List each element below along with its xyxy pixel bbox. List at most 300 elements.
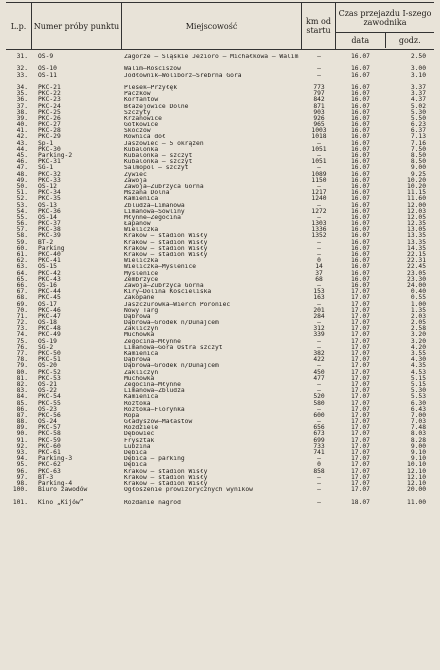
cell-miejscowosc: Muchówka bbox=[124, 332, 155, 339]
cell-km: — bbox=[317, 53, 321, 60]
cell-data: 16.07 bbox=[351, 226, 370, 234]
cell-km: — bbox=[317, 455, 321, 463]
cell-km: 699 bbox=[313, 436, 325, 444]
cell-miejscowosc: Łapanów bbox=[124, 221, 151, 228]
cell-lp: 61. bbox=[16, 251, 28, 259]
cell-godz: 2.05 bbox=[410, 319, 426, 327]
cell-data: 17.07 bbox=[351, 473, 370, 481]
cell-miejscowosc: Jodłownik—Wolibórz—Srebrna Góra bbox=[124, 72, 242, 79]
cell-lp: 57. bbox=[16, 226, 28, 234]
cell-lp: 49. bbox=[16, 176, 28, 184]
cell-data: 17.07 bbox=[351, 418, 370, 426]
cell-numer: Kino „Kijów” bbox=[38, 498, 84, 506]
cell-numer: PKC-35 bbox=[38, 195, 61, 203]
cell-godz: 10.20 bbox=[407, 182, 426, 190]
cell-numer: PKC-40 bbox=[38, 251, 61, 259]
cell-lp: 80. bbox=[16, 368, 28, 376]
cell-km: — bbox=[317, 405, 321, 413]
cell-numer: PKC-25 bbox=[38, 108, 61, 116]
cell-miejscowosc: Dębica — parking bbox=[124, 456, 185, 463]
cell-km: 477 bbox=[313, 374, 325, 382]
cell-godz: 8.28 bbox=[410, 436, 426, 444]
cell-lp: 62. bbox=[16, 257, 28, 265]
cell-godz: 7.16 bbox=[410, 139, 426, 147]
cell-km: 520 bbox=[313, 393, 325, 401]
cell-data: 16.07 bbox=[351, 71, 370, 79]
cell-km: — bbox=[317, 380, 321, 388]
cell-lp: 59. bbox=[16, 238, 28, 246]
cell-data: 16.07 bbox=[351, 257, 370, 265]
cell-miejscowosc: Roztoka bbox=[124, 400, 151, 407]
cell-km: — bbox=[317, 498, 321, 506]
cell-km: 1303 bbox=[311, 220, 327, 228]
cell-lp: 42. bbox=[16, 133, 28, 141]
cell-data: 17.07 bbox=[351, 461, 370, 469]
cell-data: 16.07 bbox=[351, 53, 370, 60]
cell-godz: 4.20 bbox=[410, 343, 426, 351]
cell-lp: 78. bbox=[16, 356, 28, 364]
cell-data: 17.07 bbox=[351, 380, 370, 388]
cell-miejscowosc: Młynne—Zegocina bbox=[124, 214, 181, 221]
cell-godz: 11.60 bbox=[407, 195, 426, 203]
cell-data: 16.07 bbox=[351, 207, 370, 215]
cell-godz: 8.03 bbox=[410, 430, 426, 438]
cell-lp: 79. bbox=[16, 362, 28, 370]
cell-miejscowosc: Kiry—Dolina Kościeliska bbox=[124, 289, 212, 296]
cell-godz: 22.31 bbox=[407, 257, 426, 265]
cell-km: 903 bbox=[313, 108, 325, 116]
cell-miejscowosc: Mszana Dolna bbox=[124, 190, 170, 197]
cell-lp: 92. bbox=[16, 442, 28, 450]
cell-godz: 9.00 bbox=[410, 164, 426, 172]
cell-km: 1150 bbox=[311, 176, 327, 184]
cell-miejscowosc: Limanowa—Zbludza bbox=[124, 388, 185, 395]
cell-numer: PKC-43 bbox=[38, 275, 61, 283]
cell-numer: OS-22 bbox=[38, 387, 57, 395]
cell-lp: 36. bbox=[16, 96, 28, 104]
cell-km: 842 bbox=[313, 96, 325, 104]
cell-km: — bbox=[317, 479, 321, 487]
cell-godz: 11.00 bbox=[407, 498, 426, 506]
cell-miejscowosc: Kraków — stadion Wisły bbox=[124, 245, 208, 252]
cell-numer: OS-21 bbox=[38, 380, 57, 388]
cell-numer: PKC-52 bbox=[38, 368, 61, 376]
cell-godz: 4.30 bbox=[410, 356, 426, 364]
cell-numer: Parking bbox=[38, 244, 65, 252]
cell-numer: OS-16 bbox=[38, 281, 57, 289]
cell-data: 16.07 bbox=[351, 108, 370, 116]
cell-lp: 58. bbox=[16, 232, 28, 240]
cell-numer: PKC-48 bbox=[38, 325, 61, 333]
cell-data: 16.07 bbox=[351, 127, 370, 135]
cell-miejscowosc: Wieliczka bbox=[124, 227, 159, 234]
cell-godz: 22.15 bbox=[407, 251, 426, 259]
cell-godz: 13.35 bbox=[407, 232, 426, 240]
cell-numer: PKC-26 bbox=[38, 114, 61, 122]
cell-miejscowosc: Plesek—Przyłęk bbox=[124, 84, 178, 91]
cell-miejscowosc: Zakliczyn bbox=[124, 369, 159, 376]
cell-lp: 100. bbox=[12, 486, 28, 494]
header-czas-title: Czas przejazdu I-szego zawodnika bbox=[336, 3, 434, 33]
cell-godz: 3.55 bbox=[410, 350, 426, 358]
cell-lp: 51. bbox=[16, 189, 28, 197]
cell-godz: 20.00 bbox=[407, 486, 426, 494]
cell-miejscowosc: Zagórze — Śląskie Jezioro — Michałkowa — Walim bbox=[124, 54, 299, 60]
cell-km: — bbox=[317, 152, 321, 160]
cell-lp: 33. bbox=[16, 71, 28, 79]
cell-miejscowosc: Kraków — stadion Wisły bbox=[124, 474, 208, 481]
header-lp: L.p. bbox=[6, 3, 32, 49]
cell-godz: 0.55 bbox=[410, 294, 426, 302]
cell-numer: Parking-2 bbox=[38, 152, 73, 160]
cell-numer: OS-11 bbox=[38, 71, 57, 79]
cell-lp: 72. bbox=[16, 319, 28, 327]
cell-lp: 46. bbox=[16, 158, 28, 166]
cell-data: 16.07 bbox=[351, 238, 370, 246]
cell-numer: PKC-36 bbox=[38, 207, 61, 215]
cell-lp: 82. bbox=[16, 380, 28, 388]
cell-numer: OS-20 bbox=[38, 362, 57, 370]
cell-lp: 40. bbox=[16, 121, 28, 129]
cell-numer: OS-24 bbox=[38, 418, 57, 426]
cell-km: 450 bbox=[313, 368, 325, 376]
cell-lp: 96. bbox=[16, 467, 28, 475]
cell-miejscowosc: Zawoja—Zubrzyca Górna bbox=[124, 183, 204, 190]
cell-km: 1003 bbox=[311, 127, 327, 135]
cell-numer: PKC-54 bbox=[38, 393, 61, 401]
cell-km: 773 bbox=[313, 83, 325, 91]
cell-data: 18.07 bbox=[351, 498, 370, 506]
cell-miejscowosc: Lubzina bbox=[124, 443, 151, 450]
cell-godz: 24.00 bbox=[407, 281, 426, 289]
cell-lp: 101. bbox=[12, 498, 28, 506]
cell-km: 284 bbox=[313, 312, 325, 320]
cell-numer: PKC-29 bbox=[38, 133, 61, 141]
cell-lp: 50. bbox=[16, 182, 28, 190]
cell-data: 17.07 bbox=[351, 387, 370, 395]
cell-km: — bbox=[317, 300, 321, 308]
cell-data: 16.07 bbox=[351, 189, 370, 197]
cell-godz: 3.20 bbox=[410, 337, 426, 345]
cell-godz: 8.50 bbox=[410, 158, 426, 166]
cell-miejscowosc: Kamienica bbox=[124, 394, 159, 401]
cell-miejscowosc: Gładyszów—Małastów bbox=[124, 419, 193, 426]
cell-km: 797 bbox=[313, 90, 325, 98]
cell-numer: SG-2 bbox=[38, 343, 54, 351]
cell-numer: OS-10 bbox=[38, 65, 57, 73]
cell-miejscowosc: Dębica bbox=[124, 462, 147, 469]
cell-lp: 38. bbox=[16, 108, 28, 116]
cell-numer: OS-19 bbox=[38, 337, 57, 345]
cell-km: — bbox=[317, 343, 321, 351]
cell-data: 16.07 bbox=[351, 232, 370, 240]
table-row bbox=[6, 487, 434, 499]
cell-data: 17.07 bbox=[351, 331, 370, 339]
cell-data: 16.07 bbox=[351, 96, 370, 104]
cell-data: 17.07 bbox=[351, 442, 370, 450]
cell-km: 339 bbox=[313, 331, 325, 339]
cell-km: — bbox=[317, 201, 321, 209]
cell-data: 16.07 bbox=[351, 275, 370, 283]
cell-km: — bbox=[317, 244, 321, 252]
cell-numer: PKC-24 bbox=[38, 102, 61, 110]
cell-data: 16.07 bbox=[351, 195, 370, 203]
cell-data: 16.07 bbox=[351, 263, 370, 271]
cell-km: 1018 bbox=[311, 133, 327, 141]
cell-numer: PKC-58 bbox=[38, 430, 61, 438]
cell-lp: 97. bbox=[16, 473, 28, 481]
cell-godz: 5.15 bbox=[410, 380, 426, 388]
cell-numer: PKC-57 bbox=[38, 424, 61, 432]
cell-data: 16.07 bbox=[351, 90, 370, 98]
cell-lp: 60. bbox=[16, 244, 28, 252]
cell-km: 153 bbox=[313, 288, 325, 296]
cell-godz: 5.02 bbox=[410, 102, 426, 110]
cell-data: 16.07 bbox=[351, 251, 370, 259]
cell-lp: 41. bbox=[16, 127, 28, 135]
cell-numer: PKC-45 bbox=[38, 294, 61, 302]
cell-numer: PKC-41 bbox=[38, 257, 61, 265]
cell-godz: 9.10 bbox=[410, 449, 426, 457]
cell-godz: 10.10 bbox=[407, 461, 426, 469]
cell-km: 1051 bbox=[311, 158, 327, 166]
cell-godz: 6.23 bbox=[410, 121, 426, 129]
cell-godz: 2.03 bbox=[410, 312, 426, 320]
cell-miejscowosc: Kraków — stadion Wisły bbox=[124, 480, 208, 487]
cell-godz: 12.10 bbox=[407, 473, 426, 481]
cell-miejscowosc: Limanowa—Góra Ostra szczyt bbox=[124, 344, 223, 351]
cell-km: 656 bbox=[313, 424, 325, 432]
cell-lp: 84. bbox=[16, 393, 28, 401]
cell-miejscowosc: Krzanowice bbox=[124, 115, 162, 122]
cell-data: 17.07 bbox=[351, 455, 370, 463]
cell-km: 1272 bbox=[311, 207, 327, 215]
cell-km: 926 bbox=[313, 114, 325, 122]
schedule-table bbox=[6, 2, 434, 506]
cell-data: 16.07 bbox=[351, 83, 370, 91]
cell-godz: 5.15 bbox=[410, 374, 426, 382]
cell-miejscowosc: Wieliczka bbox=[124, 258, 159, 265]
cell-godz: 9.25 bbox=[410, 170, 426, 178]
cell-lp: 37. bbox=[16, 102, 28, 110]
cell-lp: 76. bbox=[16, 343, 28, 351]
cell-km: 673 bbox=[313, 430, 325, 438]
cell-data: 17.07 bbox=[351, 374, 370, 382]
cell-godz: 12.03 bbox=[407, 207, 426, 215]
cell-miejscowosc: Nowy Targ bbox=[124, 307, 159, 314]
cell-data: 16.07 bbox=[351, 133, 370, 141]
header-data: data bbox=[336, 33, 386, 48]
cell-lp: 88. bbox=[16, 418, 28, 426]
cell-miejscowosc: Błażejowice Dolne bbox=[124, 103, 189, 110]
cell-km: — bbox=[317, 65, 321, 73]
cell-numer: PKC-37 bbox=[38, 220, 61, 228]
cell-numer: PKC-38 bbox=[38, 226, 61, 234]
cell-godz: 3.20 bbox=[410, 331, 426, 339]
cell-lp: 81. bbox=[16, 374, 28, 382]
cell-numer: PKC-44 bbox=[38, 288, 61, 296]
cell-miejscowosc: Limanowa—Sowliny bbox=[124, 208, 185, 215]
cell-miejscowosc: Ogłoszenie prowizorycznych wyników bbox=[124, 487, 253, 494]
cell-numer: OS-17 bbox=[38, 300, 57, 308]
cell-data: 16.07 bbox=[351, 114, 370, 122]
cell-miejscowosc: Jaszowiec — 5 okrążeń bbox=[124, 140, 204, 147]
cell-godz: 7.03 bbox=[410, 418, 426, 426]
cell-numer: OS-15 bbox=[38, 263, 57, 271]
cell-km: — bbox=[317, 164, 321, 172]
cell-numer: BT-3 bbox=[38, 473, 54, 481]
cell-data: 17.07 bbox=[351, 350, 370, 358]
cell-km: 163 bbox=[313, 294, 325, 302]
cell-km: — bbox=[317, 473, 321, 481]
cell-data: 16.07 bbox=[351, 269, 370, 277]
cell-data: 17.07 bbox=[351, 306, 370, 314]
cell-lp: 56. bbox=[16, 220, 28, 228]
cell-godz: 12.35 bbox=[407, 220, 426, 228]
cell-lp: 35. bbox=[16, 90, 28, 98]
cell-data: 16.07 bbox=[351, 152, 370, 160]
cell-lp: 67. bbox=[16, 288, 28, 296]
cell-lp: 83. bbox=[16, 387, 28, 395]
cell-numer: Parking-3 bbox=[38, 455, 73, 463]
cell-data: 17.07 bbox=[351, 436, 370, 444]
cell-lp: 55. bbox=[16, 213, 28, 221]
header-czas bbox=[336, 3, 434, 49]
cell-numer: Sp-1 bbox=[38, 139, 54, 147]
cell-data: 17.07 bbox=[351, 343, 370, 351]
cell-km: — bbox=[317, 319, 321, 327]
cell-lp: 95. bbox=[16, 461, 28, 469]
cell-lp: 52. bbox=[16, 195, 28, 203]
cell-data: 17.07 bbox=[351, 312, 370, 320]
cell-km: 1240 bbox=[311, 195, 327, 203]
cell-godz: 4.37 bbox=[410, 96, 426, 104]
cell-godz: 13.05 bbox=[407, 226, 426, 234]
cell-lp: 32. bbox=[16, 65, 28, 73]
cell-godz: 1.35 bbox=[410, 306, 426, 314]
cell-godz: 2.50 bbox=[410, 53, 426, 60]
cell-km: 741 bbox=[313, 449, 325, 457]
cell-godz: 22.45 bbox=[407, 263, 426, 271]
cell-numer: OS-12 bbox=[38, 182, 57, 190]
cell-godz: 6.30 bbox=[410, 399, 426, 407]
cell-godz: 23.30 bbox=[407, 275, 426, 283]
cell-lp: 66. bbox=[16, 281, 28, 289]
cell-data: 16.07 bbox=[351, 244, 370, 252]
cell-lp: 44. bbox=[16, 145, 28, 153]
cell-miejscowosc: Zakliczyn bbox=[124, 326, 159, 333]
cell-numer: PKC-34 bbox=[38, 189, 61, 197]
cell-km: 733 bbox=[313, 442, 325, 450]
cell-data: 16.07 bbox=[351, 201, 370, 209]
cell-lp: 65. bbox=[16, 275, 28, 283]
cell-numer: PKC-56 bbox=[38, 411, 61, 419]
cell-numer: PKC-49 bbox=[38, 331, 61, 339]
cell-miejscowosc: Kamienica bbox=[124, 196, 159, 203]
cell-data: 16.07 bbox=[351, 139, 370, 147]
header-numer: Numer próby punktu bbox=[32, 3, 122, 49]
cell-godz: 23.05 bbox=[407, 269, 426, 277]
cell-km: 312 bbox=[313, 325, 325, 333]
cell-lp: 89. bbox=[16, 424, 28, 432]
cell-data: 17.07 bbox=[351, 362, 370, 370]
cell-data: 17.07 bbox=[351, 294, 370, 302]
cell-data: 16.07 bbox=[351, 220, 370, 228]
cell-lp: 43. bbox=[16, 139, 28, 147]
cell-miejscowosc: Zawoja bbox=[124, 177, 147, 184]
cell-miejscowosc: Kamienica bbox=[124, 351, 159, 358]
cell-numer: Parking-4 bbox=[38, 479, 73, 487]
cell-km: 14 bbox=[315, 263, 323, 271]
cell-data: 16.07 bbox=[351, 121, 370, 129]
cell-numer: PKC-30 bbox=[38, 145, 61, 153]
cell-miejscowosc: Kraków — stadion Wisły bbox=[124, 233, 208, 240]
cell-godz: 12.00 bbox=[407, 201, 426, 209]
cell-lp: 85. bbox=[16, 399, 28, 407]
cell-numer: PKC-63 bbox=[38, 467, 61, 475]
header-miejscowosc: Miejscowość bbox=[122, 3, 302, 49]
header-km: km od startu bbox=[302, 3, 336, 49]
cell-lp: 77. bbox=[16, 350, 28, 358]
cell-numer: OS-13 bbox=[38, 201, 57, 209]
cell-numer: PKC-42 bbox=[38, 269, 61, 277]
cell-lp: 91. bbox=[16, 436, 28, 444]
cell-lp: 94. bbox=[16, 455, 28, 463]
cell-km: 382 bbox=[313, 350, 325, 358]
cell-numer: OS-9 bbox=[38, 53, 54, 60]
cell-numer: PKC-51 bbox=[38, 356, 61, 364]
cell-miejscowosc: Skoczów bbox=[124, 128, 151, 135]
cell-miejscowosc: Żegocina—Młynne bbox=[124, 338, 181, 345]
cell-miejscowosc: Kraków — stadion Wisły bbox=[124, 252, 208, 259]
cell-numer: OS-14 bbox=[38, 213, 57, 221]
cell-miejscowosc: Rozdziele bbox=[124, 425, 159, 432]
cell-km: 1336 bbox=[311, 226, 327, 234]
cell-godz: 3.37 bbox=[410, 90, 426, 98]
cell-km: 68 bbox=[315, 275, 323, 283]
cell-data: 17.07 bbox=[351, 300, 370, 308]
cell-godz: 1.00 bbox=[410, 300, 426, 308]
cell-data: 17.07 bbox=[351, 319, 370, 327]
cell-godz: 12.10 bbox=[407, 467, 426, 475]
cell-miejscowosc: Frysztak bbox=[124, 437, 155, 444]
cell-numer: PKC-46 bbox=[38, 306, 61, 314]
cell-data: 17.07 bbox=[351, 449, 370, 457]
cell-numer: PKC-50 bbox=[38, 350, 61, 358]
cell-km: 1217 bbox=[311, 189, 327, 197]
cell-data: 17.07 bbox=[351, 486, 370, 494]
cell-km: — bbox=[317, 251, 321, 259]
cell-data: 17.07 bbox=[351, 424, 370, 432]
cell-godz: 13.35 bbox=[407, 238, 426, 246]
cell-godz: 5.30 bbox=[410, 387, 426, 395]
cell-km: 858 bbox=[313, 467, 325, 475]
cell-km: 1089 bbox=[311, 170, 327, 178]
cell-numer: PKC-55 bbox=[38, 399, 61, 407]
table-header bbox=[6, 2, 434, 50]
cell-godz: 12.10 bbox=[407, 479, 426, 487]
cell-godz: 7.48 bbox=[410, 424, 426, 432]
cell-godz: 11.15 bbox=[407, 189, 426, 197]
cell-numer: BT-2 bbox=[38, 238, 54, 246]
cell-godz: 0.40 bbox=[410, 288, 426, 296]
cell-numer: PKC-28 bbox=[38, 127, 61, 135]
cell-miejscowosc: Roztoka—Florynka bbox=[124, 406, 185, 413]
cell-godz: 8.50 bbox=[410, 152, 426, 160]
cell-data: 16.07 bbox=[351, 213, 370, 221]
cell-data: 16.07 bbox=[351, 102, 370, 110]
table-body bbox=[6, 54, 434, 506]
